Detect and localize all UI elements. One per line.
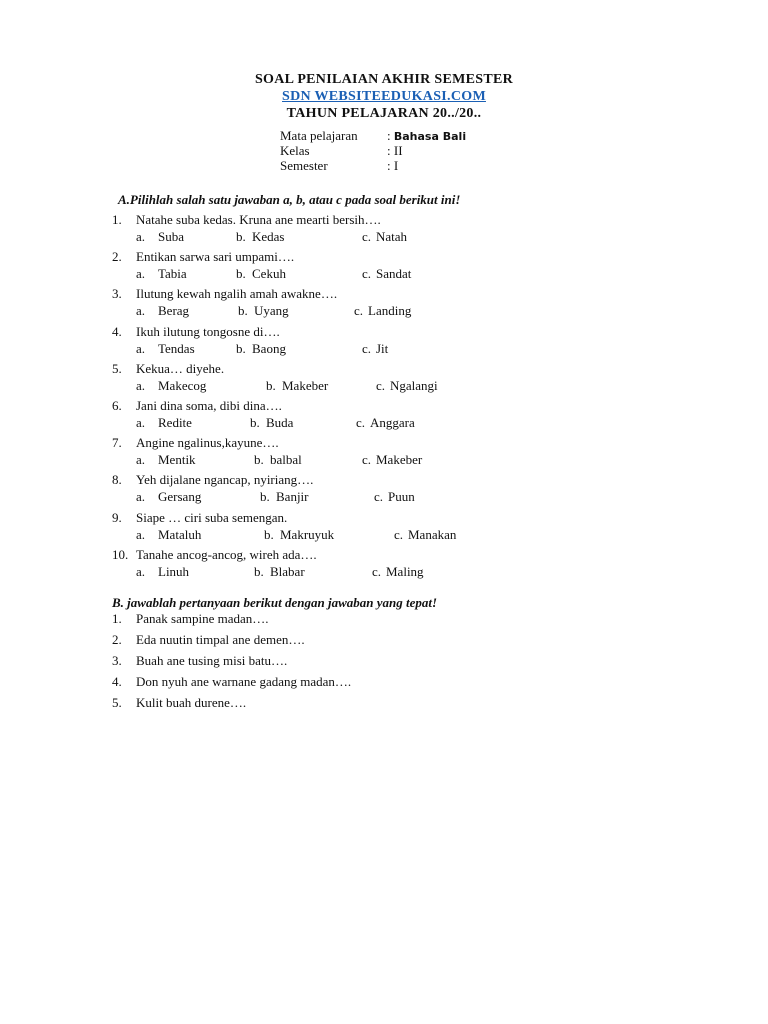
answer-option [362,229,407,245]
option-letter: b. [254,563,264,579]
option-letter: a. [136,563,146,579]
question-item [112,547,317,563]
question-text: Natahe suba kedas. Kruna ane mearti bersih…. [136,212,381,227]
option-letter: c. [362,340,372,356]
option-text: Mentik [158,452,196,468]
answer-option [254,452,302,468]
question-item [112,249,294,265]
meta-label: Kelas [280,143,310,158]
option-letter: a. [136,377,146,393]
option-letter: b. [260,489,270,505]
question-text: Tanahe ancog-ancog, wireh ada…. [136,546,317,562]
option-letter: a. [136,229,146,244]
question-text: Yeh dijalane ngancap, nyiriang…. [136,472,314,488]
answer-option [356,415,415,431]
option-text: Anggara [370,415,415,430]
question-number: 5. [112,695,122,710]
question-number: 1. [112,212,122,227]
option-text: Cekuh [252,266,286,282]
question-number: 2. [112,249,122,265]
question-text: Don nyuh ane warnane gadang madan…. [136,674,352,689]
answer-option [266,378,328,394]
option-text: Kedas [252,229,285,244]
option-text: Baong [252,340,286,356]
school-year: TAHUN PELAJARAN 20../20.. [286,106,482,121]
answer-option [236,229,285,245]
answer-option [136,415,192,431]
question-number: 3. [112,653,122,668]
question-item [112,510,287,526]
question-item [112,695,246,711]
option-letter: a. [136,266,146,282]
meta-semester [280,159,398,174]
question-item [112,324,280,340]
question-item [112,653,287,669]
question-item [112,286,337,302]
option-text: Blabar [270,563,305,579]
option-letter: c. [362,229,372,244]
option-text: Tabia [158,266,187,282]
option-text: Berag [158,303,190,319]
question-item [112,398,282,414]
option-text: Puun [388,489,415,505]
question-number: 4. [112,674,122,689]
answer-option [236,341,286,357]
option-text: Makruyuk [280,526,335,542]
question-item [112,472,313,488]
option-letter: a. [136,452,146,468]
answer-option [136,489,201,505]
question-text: Siape … ciri suba semengan. [136,509,288,525]
meta-class [280,144,403,159]
meta-label: Semester [280,158,328,173]
question-item [112,632,305,648]
option-text: balbal [270,452,302,468]
option-letter: b. [254,452,264,468]
question-text: Panak sampine madan…. [136,611,269,626]
meta-sep: : [387,128,391,143]
question-number: 3. [112,286,122,302]
option-text: Jit [376,340,389,356]
option-letter: b. [236,266,246,282]
option-letter: a. [136,489,146,505]
answer-option [136,229,184,245]
question-item [112,212,381,228]
option-text: Tendas [158,340,195,356]
answer-option [394,527,456,543]
option-letter: c. [356,415,366,430]
option-text: Uyang [254,303,289,319]
school-name [0,89,768,105]
option-letter: c. [362,266,372,282]
question-text: Kekua… diyehe. [136,360,225,376]
question-number: 1. [112,611,122,626]
option-letter: c. [376,377,386,393]
answer-option [136,564,189,580]
option-text: Ngalangi [390,377,438,393]
option-text: Mataluh [158,526,202,542]
option-letter: b. [236,340,246,356]
school-link[interactable]: SDN WEBSITEEDUKASI.COM [282,89,486,104]
question-number: 9. [112,509,122,525]
question-text: Ilutung kewah ngalih amah awakne…. [136,286,338,302]
meta-sep: : [387,158,391,173]
answer-option [136,378,206,394]
option-letter: a. [136,415,146,430]
option-text: Buda [266,415,294,430]
answer-option [362,452,422,468]
meta-label: Mata pelajaran [280,128,358,143]
answer-option [136,452,196,468]
option-text: Manakan [408,526,457,542]
meta-value: Bahasa Bali [393,130,467,143]
answer-option [136,527,201,543]
meta-value: II [393,143,403,158]
answer-option [362,341,388,357]
option-text: Natah [376,229,408,244]
question-text: Ikuh ilutung tongosne di…. [136,323,280,339]
question-number: 5. [112,360,122,376]
question-text: Angine ngalinus,kayune…. [136,435,279,451]
option-text: Landing [368,303,412,319]
option-text: Makeber [282,377,329,393]
option-letter: b. [236,229,246,244]
exam-title: SOAL PENILAIAN AKHIR SEMESTER [254,72,514,87]
option-letter: c. [354,303,364,319]
answer-option [362,266,411,282]
option-text: Makeber [376,452,423,468]
question-text: Entikan sarwa sari umpami…. [136,249,295,265]
answer-option [250,415,293,431]
answer-option [264,527,334,543]
question-item [112,435,279,451]
answer-option [354,303,411,319]
option-letter: c. [372,563,382,579]
option-text: Redite [158,415,192,430]
option-letter: b. [250,415,260,430]
question-item [112,361,224,377]
question-text: Buah ane tusing misi batu…. [136,653,288,668]
answer-option [254,564,305,580]
question-number: 2. [112,632,122,647]
answer-option [236,266,286,282]
question-item [112,611,269,627]
option-text: Linuh [158,563,190,579]
option-text: Suba [158,229,184,244]
answer-option [136,303,189,319]
answer-option [136,341,195,357]
option-text: Sandat [376,266,412,282]
option-letter: c. [374,489,384,505]
answer-option [238,303,289,319]
question-number: 7. [112,435,122,451]
option-letter: b. [264,526,274,542]
question-text: Eda nuutin timpal ane demen…. [136,632,305,647]
section-a-title: A.Pilihlah salah satu jawaban a, b, atau c pada soal berikut ini! [118,192,461,207]
answer-option [376,378,438,394]
section-b-title: B. jawablah pertanyaan berikut dengan jawaban yang tepat! [112,595,438,610]
option-text: Makecog [158,377,207,393]
option-letter: c. [394,526,404,542]
option-letter: a. [136,340,146,356]
option-letter: a. [136,303,146,319]
question-text: Kulit buah durene…. [136,695,247,710]
question-text: Jani dina soma, dibi dina…. [136,398,282,413]
answer-option [260,489,309,505]
question-number: 10. [112,546,129,562]
option-letter: b. [266,377,276,393]
question-number: 6. [112,398,122,413]
question-number: 8. [112,472,122,488]
question-item [112,674,351,690]
answer-option [136,266,187,282]
option-letter: b. [238,303,248,319]
option-text: Maling [386,563,424,579]
option-letter: c. [362,452,372,468]
meta-sep: : [387,143,391,158]
meta-value: I [393,158,399,173]
option-text: Gersang [158,489,202,505]
answer-option [372,564,424,580]
answer-option [374,489,415,505]
question-number: 4. [112,323,122,339]
option-letter: a. [136,526,146,542]
option-text: Banjir [276,489,309,505]
